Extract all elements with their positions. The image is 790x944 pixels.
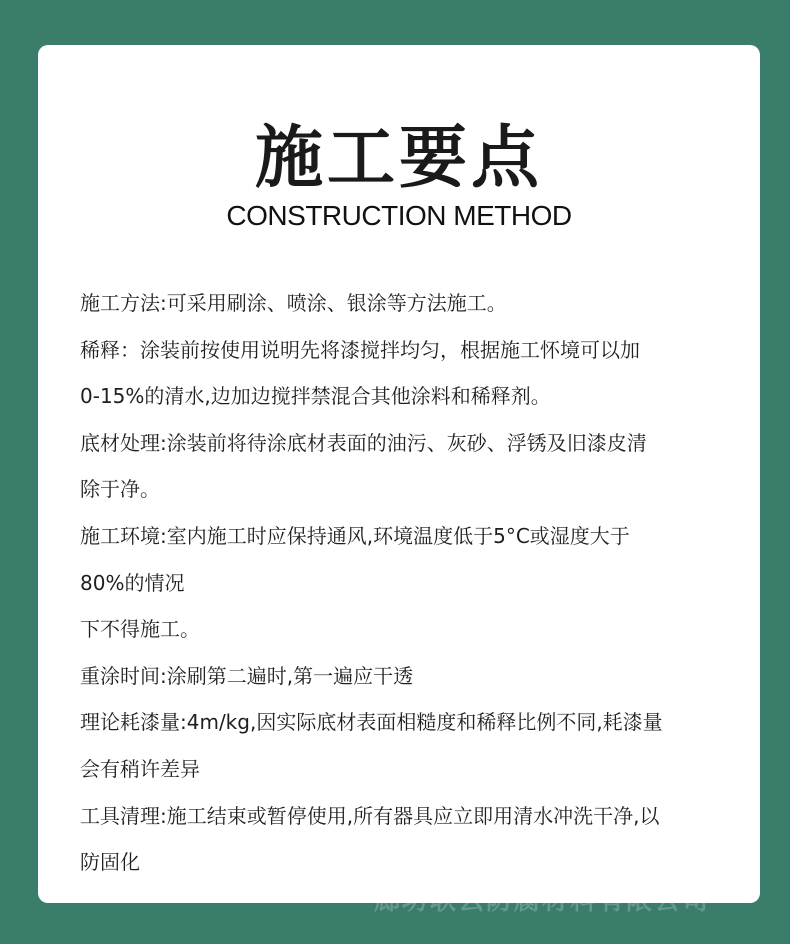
page-subtitle: CONSTRUCTION METHOD [226, 200, 572, 231]
text-line: 施工方法:可采用刷涂、喷涂、银涂等方法施工。 [80, 291, 507, 315]
text-line: 0-15%的清水,边加边搅拌禁混合其他涂料和稀释剂。 [80, 384, 551, 409]
text-line: 理论耗漆量:4m/kg,因实际底材表面相糙度和稀释比例不同,耗漆量 [80, 710, 663, 735]
text-line: 会有稍许差异 [80, 756, 200, 781]
company-watermark: 廊坊联云防腐材料有限公司 [374, 886, 711, 916]
text-line: 重涂时间:涂刷第二遍时,第一遍应干透 [80, 663, 414, 688]
text-line: 工具清理:施工结束或暂停使用,所有器具应立即用清水冲洗干净,以 [80, 803, 660, 828]
text-line: 施工环境:室内施工时应保持通风,环境温度低于5°C或湿度大于 [80, 523, 630, 548]
text-line: 防固化 [80, 850, 140, 875]
text-line: 底材处理:涂装前将待涂底材表面的油污、灰砂、浮锈及旧漆皮清 [80, 430, 647, 455]
text-line: 稀释：涂装前按使用说明先将漆搅拌均匀，根据施工怀境可以加 [80, 337, 640, 362]
text-line: 80%的情况 [80, 570, 185, 595]
text-line: 下不得施工。 [80, 617, 200, 642]
instructions-text [80, 280, 750, 886]
page-title: 施工要点 [254, 119, 543, 198]
text-line: 除于净。 [80, 477, 160, 502]
